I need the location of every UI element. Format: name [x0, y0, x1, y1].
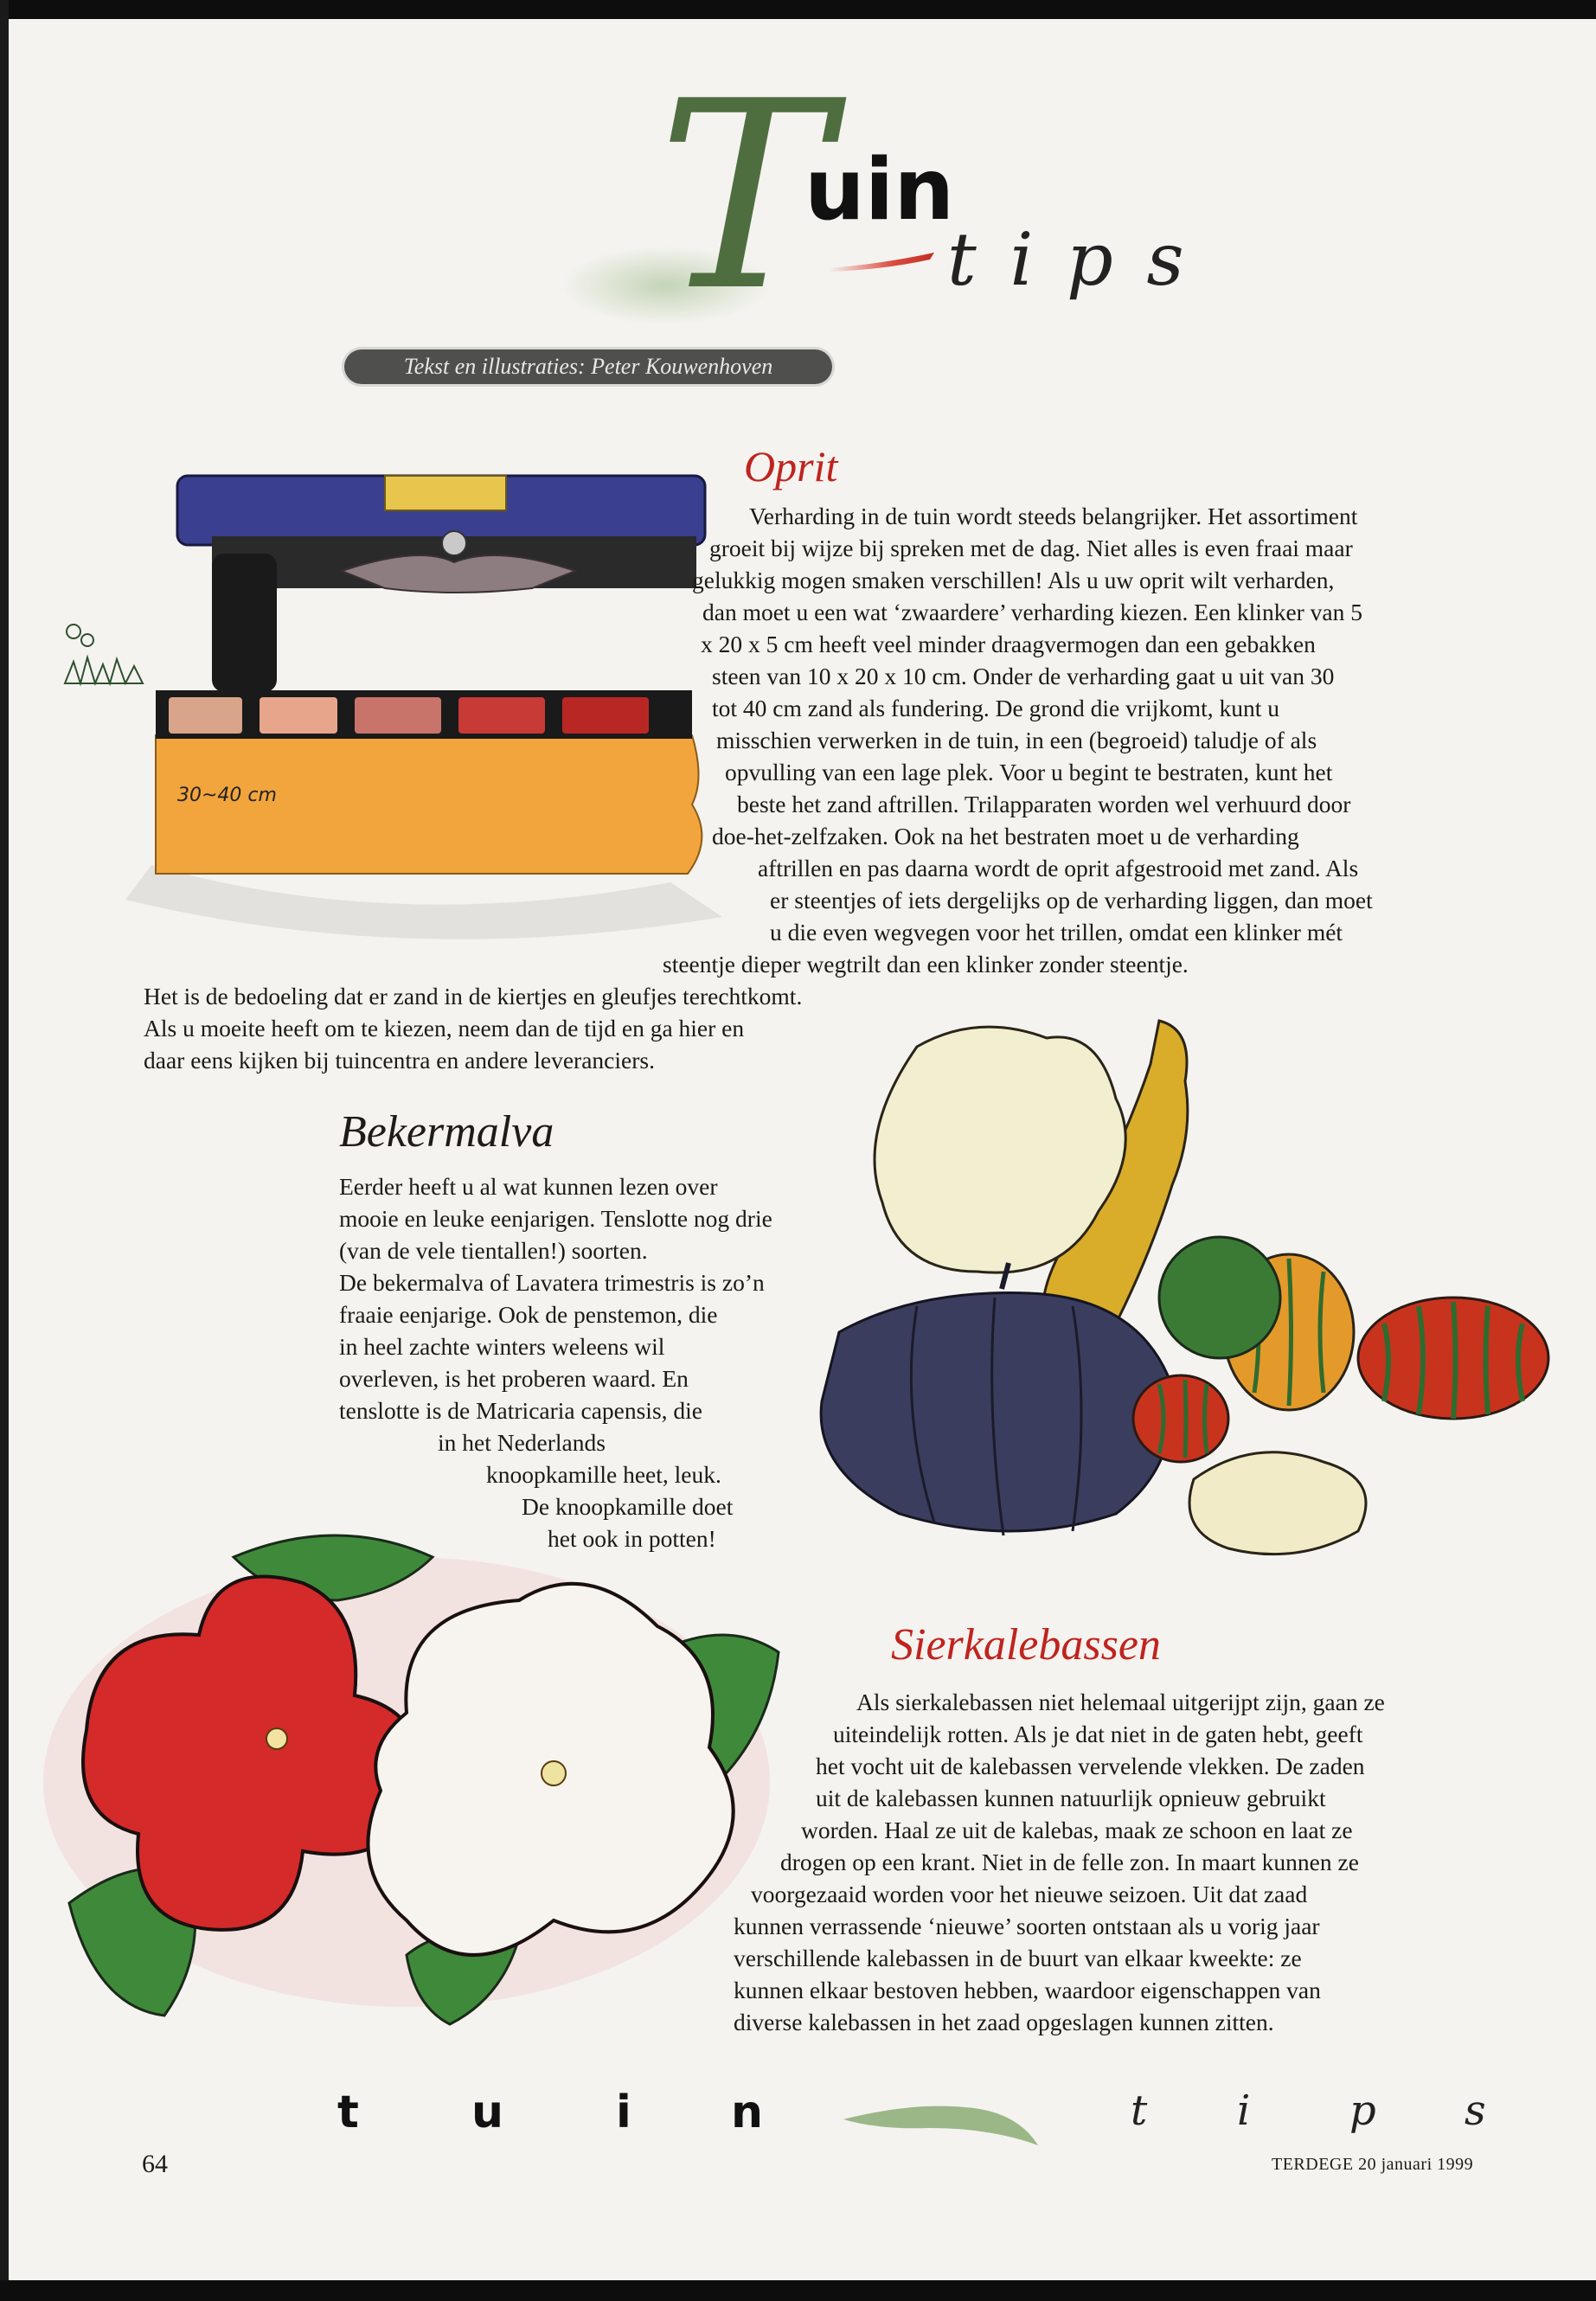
page-edge-bottom	[0, 2280, 1596, 2301]
footer-letter: i	[616, 2086, 631, 2138]
sierkalebassen-line: kunnen elkaar bestoven hebben, waardoor eigenschappen van	[734, 1977, 1321, 2003]
footer-letter: t	[337, 2086, 359, 2138]
oprit-line: opvulling van een lage plek. Voor u begint te bestraten, kunt het	[725, 759, 1333, 785]
masthead-word-tips: t i p s	[947, 217, 1189, 302]
sierkalebassen-line: uiteindelijk rotten. Als je dat niet in de gaten hebt, geeft	[833, 1721, 1363, 1747]
issue-line: TERDEGE 20 januari 1999	[1272, 2155, 1474, 2174]
oprit-line: dan moet u een wat ‘zwaardere’ verharding kiezen. Een klinker van 5	[702, 599, 1363, 625]
oprit-line: steentje dieper wegtrilt dan een klinker zonder steentje.	[663, 951, 1189, 977]
bekermalva-line: (van de vele tientallen!) soorten.	[339, 1237, 648, 1264]
bekermalva-line: Eerder heeft u al wat kunnen lezen over	[339, 1173, 718, 1200]
footer-letter: s	[1465, 2086, 1486, 2135]
depth-label: 30~40 cm	[177, 785, 277, 806]
bekermalva-line: fraaie eenjarige. Ook de penstemon, die	[339, 1301, 718, 1328]
oprit-line: er steentjes of iets dergelijks op de verharding liggen, dan moet	[770, 887, 1373, 913]
bekermalva-line: het ook in potten!	[548, 1525, 716, 1552]
sierkalebassen-heading: Sierkalebassen	[891, 1620, 1161, 1670]
oprit-body	[0, 500, 1596, 980]
oprit-left-line: Als u moeite heeft om te kiezen, neem dan de tijd en ga hier en	[144, 1015, 745, 1042]
oprit-left-line: Het is de bedoeling dat er zand in de kiertjes en gleufjes terechtkomt.	[144, 983, 803, 1009]
bekermalva-line: mooie en leuke eenjarigen. Tenslotte nog drie	[339, 1205, 772, 1232]
oprit-line: x 20 x 5 cm heeft veel minder draagvermogen dan een gebakken	[701, 631, 1316, 657]
bekermalva-line: in het Nederlands	[438, 1429, 606, 1456]
bekermalva-line: knoopkamille heet, leuk.	[486, 1461, 721, 1488]
sierkalebassen-line: diverse kalebassen in het zaad opgeslagen kunnen zitten.	[734, 2009, 1274, 2035]
masthead-letter-t: T	[657, 46, 831, 348]
sierkalebassen-line: drogen op een krant. Niet in de felle zon. In maart kunnen ze	[780, 1849, 1359, 1875]
credit-pill: Tekst en illustraties: Peter Kouwenhoven	[344, 349, 832, 384]
footer-letter: t	[1131, 2086, 1148, 2135]
sierkalebassen-line: Als sierkalebassen niet helemaal uitgerijpt zijn, gaan ze	[856, 1689, 1385, 1715]
oprit-line: u die even wegvegen voor het trillen, omdat een klinker mét	[770, 919, 1343, 945]
footer-green-brushstroke	[843, 2093, 1042, 2154]
oprit-line: gelukkig mogen smaken verschillen! Als u uw oprit wilt verharden,	[692, 567, 1335, 593]
footer-letter: p	[1349, 2086, 1376, 2135]
oprit-line: steen van 10 x 20 x 10 cm. Onder de verharding gaat u uit van 30	[712, 663, 1335, 689]
sierkalebassen-line: verschillende kalebassen in de buurt van elkaar kweekte: ze	[734, 1945, 1302, 1971]
sierkalebassen-line: worden. Haal ze uit de kalebas, maak ze schoon en laat ze	[801, 1817, 1353, 1843]
bekermalva-body	[0, 1170, 1596, 1554]
footer-letter: i	[1237, 2086, 1251, 2135]
oprit-line: aftrillen en pas daarna wordt de oprit afgestrooid met zand. Als	[758, 855, 1359, 881]
oprit-line: tot 40 cm zand als fundering. De grond die vrijkomt, kunt u	[712, 695, 1280, 721]
sierkalebassen-line: het vocht uit de kalebassen vervelende vlekken. De zaden	[816, 1753, 1365, 1779]
oprit-heading: Oprit	[744, 442, 838, 490]
bekermalva-line: tenslotte is de Matricaria capensis, die	[339, 1397, 702, 1424]
bekermalva-line: De knoopkamille doet	[522, 1493, 734, 1520]
footer-letter: u	[471, 2086, 504, 2138]
oprit-line: groeit bij wijze bij spreken met de dag. Niet alles is even fraai maar	[709, 535, 1353, 561]
bekermalva-line: De bekermalva of Lavatera trimestris is zo’n	[339, 1269, 765, 1296]
oprit-line: beste het zand aftrillen. Trilapparaten worden wel verhuurd door	[737, 791, 1351, 817]
oprit-line: Verharding in de tuin wordt steeds belangrijker. Het assortiment	[749, 503, 1358, 529]
sierkalebassen-line: voorgezaaid worden voor het nieuwe seizoen. Uit dat zaad	[751, 1881, 1308, 1907]
sierkalebassen-line: uit de kalebassen kunnen natuurlijk opnieuw gebruikt	[816, 1785, 1326, 1811]
bekermalva-heading: Bekermalva	[339, 1107, 554, 1157]
oprit-left-line: daar eens kijken bij tuincentra en andere leveranciers.	[144, 1047, 655, 1074]
sierkalebassen-body	[0, 1686, 1596, 2038]
oprit-line: doe-het-zelfzaken. Ook na het bestraten moet u de verharding	[712, 823, 1299, 849]
masthead-word-uin: uin	[804, 141, 955, 240]
footer-letter: n	[731, 2086, 764, 2138]
oprit-line: misschien verwerken in de tuin, in een (begroeid) taludje of als	[716, 727, 1317, 753]
sierkalebassen-line: kunnen verrassende ‘nieuwe’ soorten ontstaan als u vorig jaar	[734, 1913, 1320, 1939]
bekermalva-line: overleven, is het proberen waard. En	[339, 1365, 689, 1392]
page-number: 64	[142, 2150, 168, 2178]
bekermalva-line: in heel zachte winters weleens wil	[339, 1333, 665, 1360]
